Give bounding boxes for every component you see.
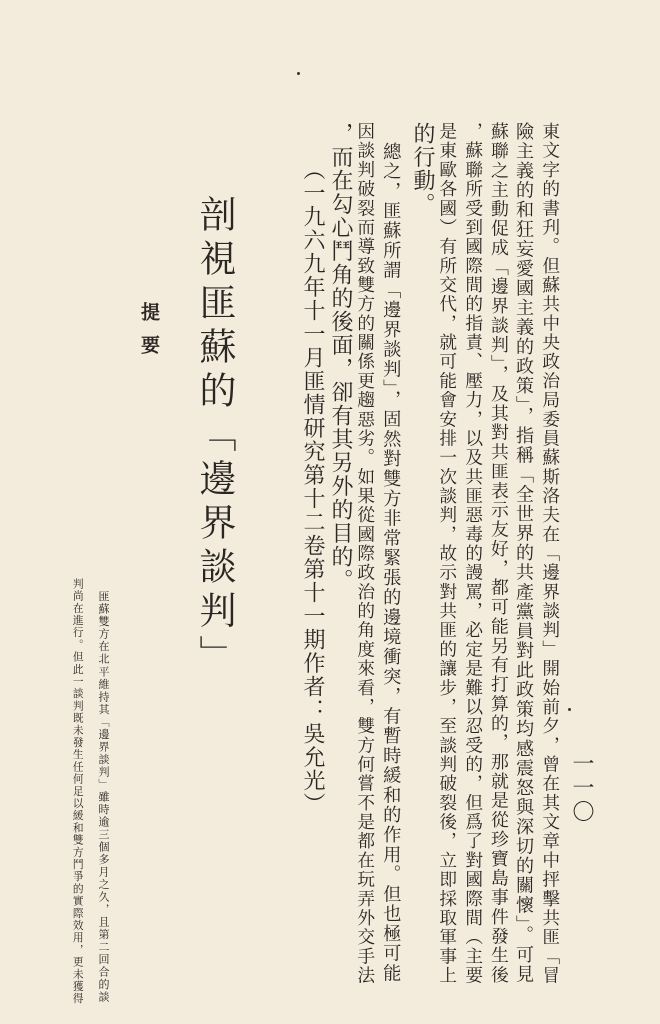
dot-mark xyxy=(568,708,571,711)
abstract-column: 匪蘇雙方在北平維持其「邊界談判」雖時逾三個多月之久，且第二回合的談 xyxy=(97,578,111,1004)
body-column: 蘇聯之主動促成「邊界談判」，及其對共匪表示友好，都可能另有打算的，那就是從珍寶島事件發生後 xyxy=(487,122,509,985)
body-column: 的行動。 xyxy=(410,122,435,216)
body-column: 險主義的和狂妄愛國主義的政策」，指稱「全世界的共產黨員對此政策均感震怒與深切的關懷」。可見 xyxy=(513,122,535,985)
citation-column: （一九六九年十一月匪情研究第十二卷第十一期作者：吳允光） xyxy=(300,122,325,816)
body-column: 因談判破裂而導致雙方的關係更趨惡劣。如果從國際政治的角度來看，雙方何嘗不是都在玩弄外交手法 xyxy=(354,122,375,986)
body-column: ，而在勾心鬥角的後面，卻有其另外的目的。 xyxy=(328,122,353,592)
dot-mark xyxy=(297,72,300,75)
body-column: 是東歐各國）有所交代，就可能會安排一次談判，故示對共匪的讓步，至談判破裂後，立即採取軍事上 xyxy=(436,122,457,986)
abstract-column: 判尚在進行。但此一談判既未發生任何足以緩和雙方鬥爭的實際效用，更未獲得 xyxy=(71,578,85,1005)
article-title: 剖視匪蘇的「邊界談判」 xyxy=(193,195,236,679)
body-column: 總之，匪蘇所謂「邊界談判」，固然對雙方非常緊張的邊境衝突，有暫時緩和的作用。但也極可能 xyxy=(380,122,402,984)
page-number: 一一〇 xyxy=(569,752,594,824)
abstract-heading: 提要 xyxy=(138,302,160,368)
body-column: ，蘇聯所受到國際間的指責、壓力，以及共匪惡毒的謾罵，必定是難以忍受的，但爲了對國際間（主要 xyxy=(462,122,483,986)
body-column: 東文字的書刋。但蘇共中央政治局委員蘇斯洛夫在「邊界談判」開始前夕，曾在其文章中抨擊共匪「冒 xyxy=(539,122,560,986)
